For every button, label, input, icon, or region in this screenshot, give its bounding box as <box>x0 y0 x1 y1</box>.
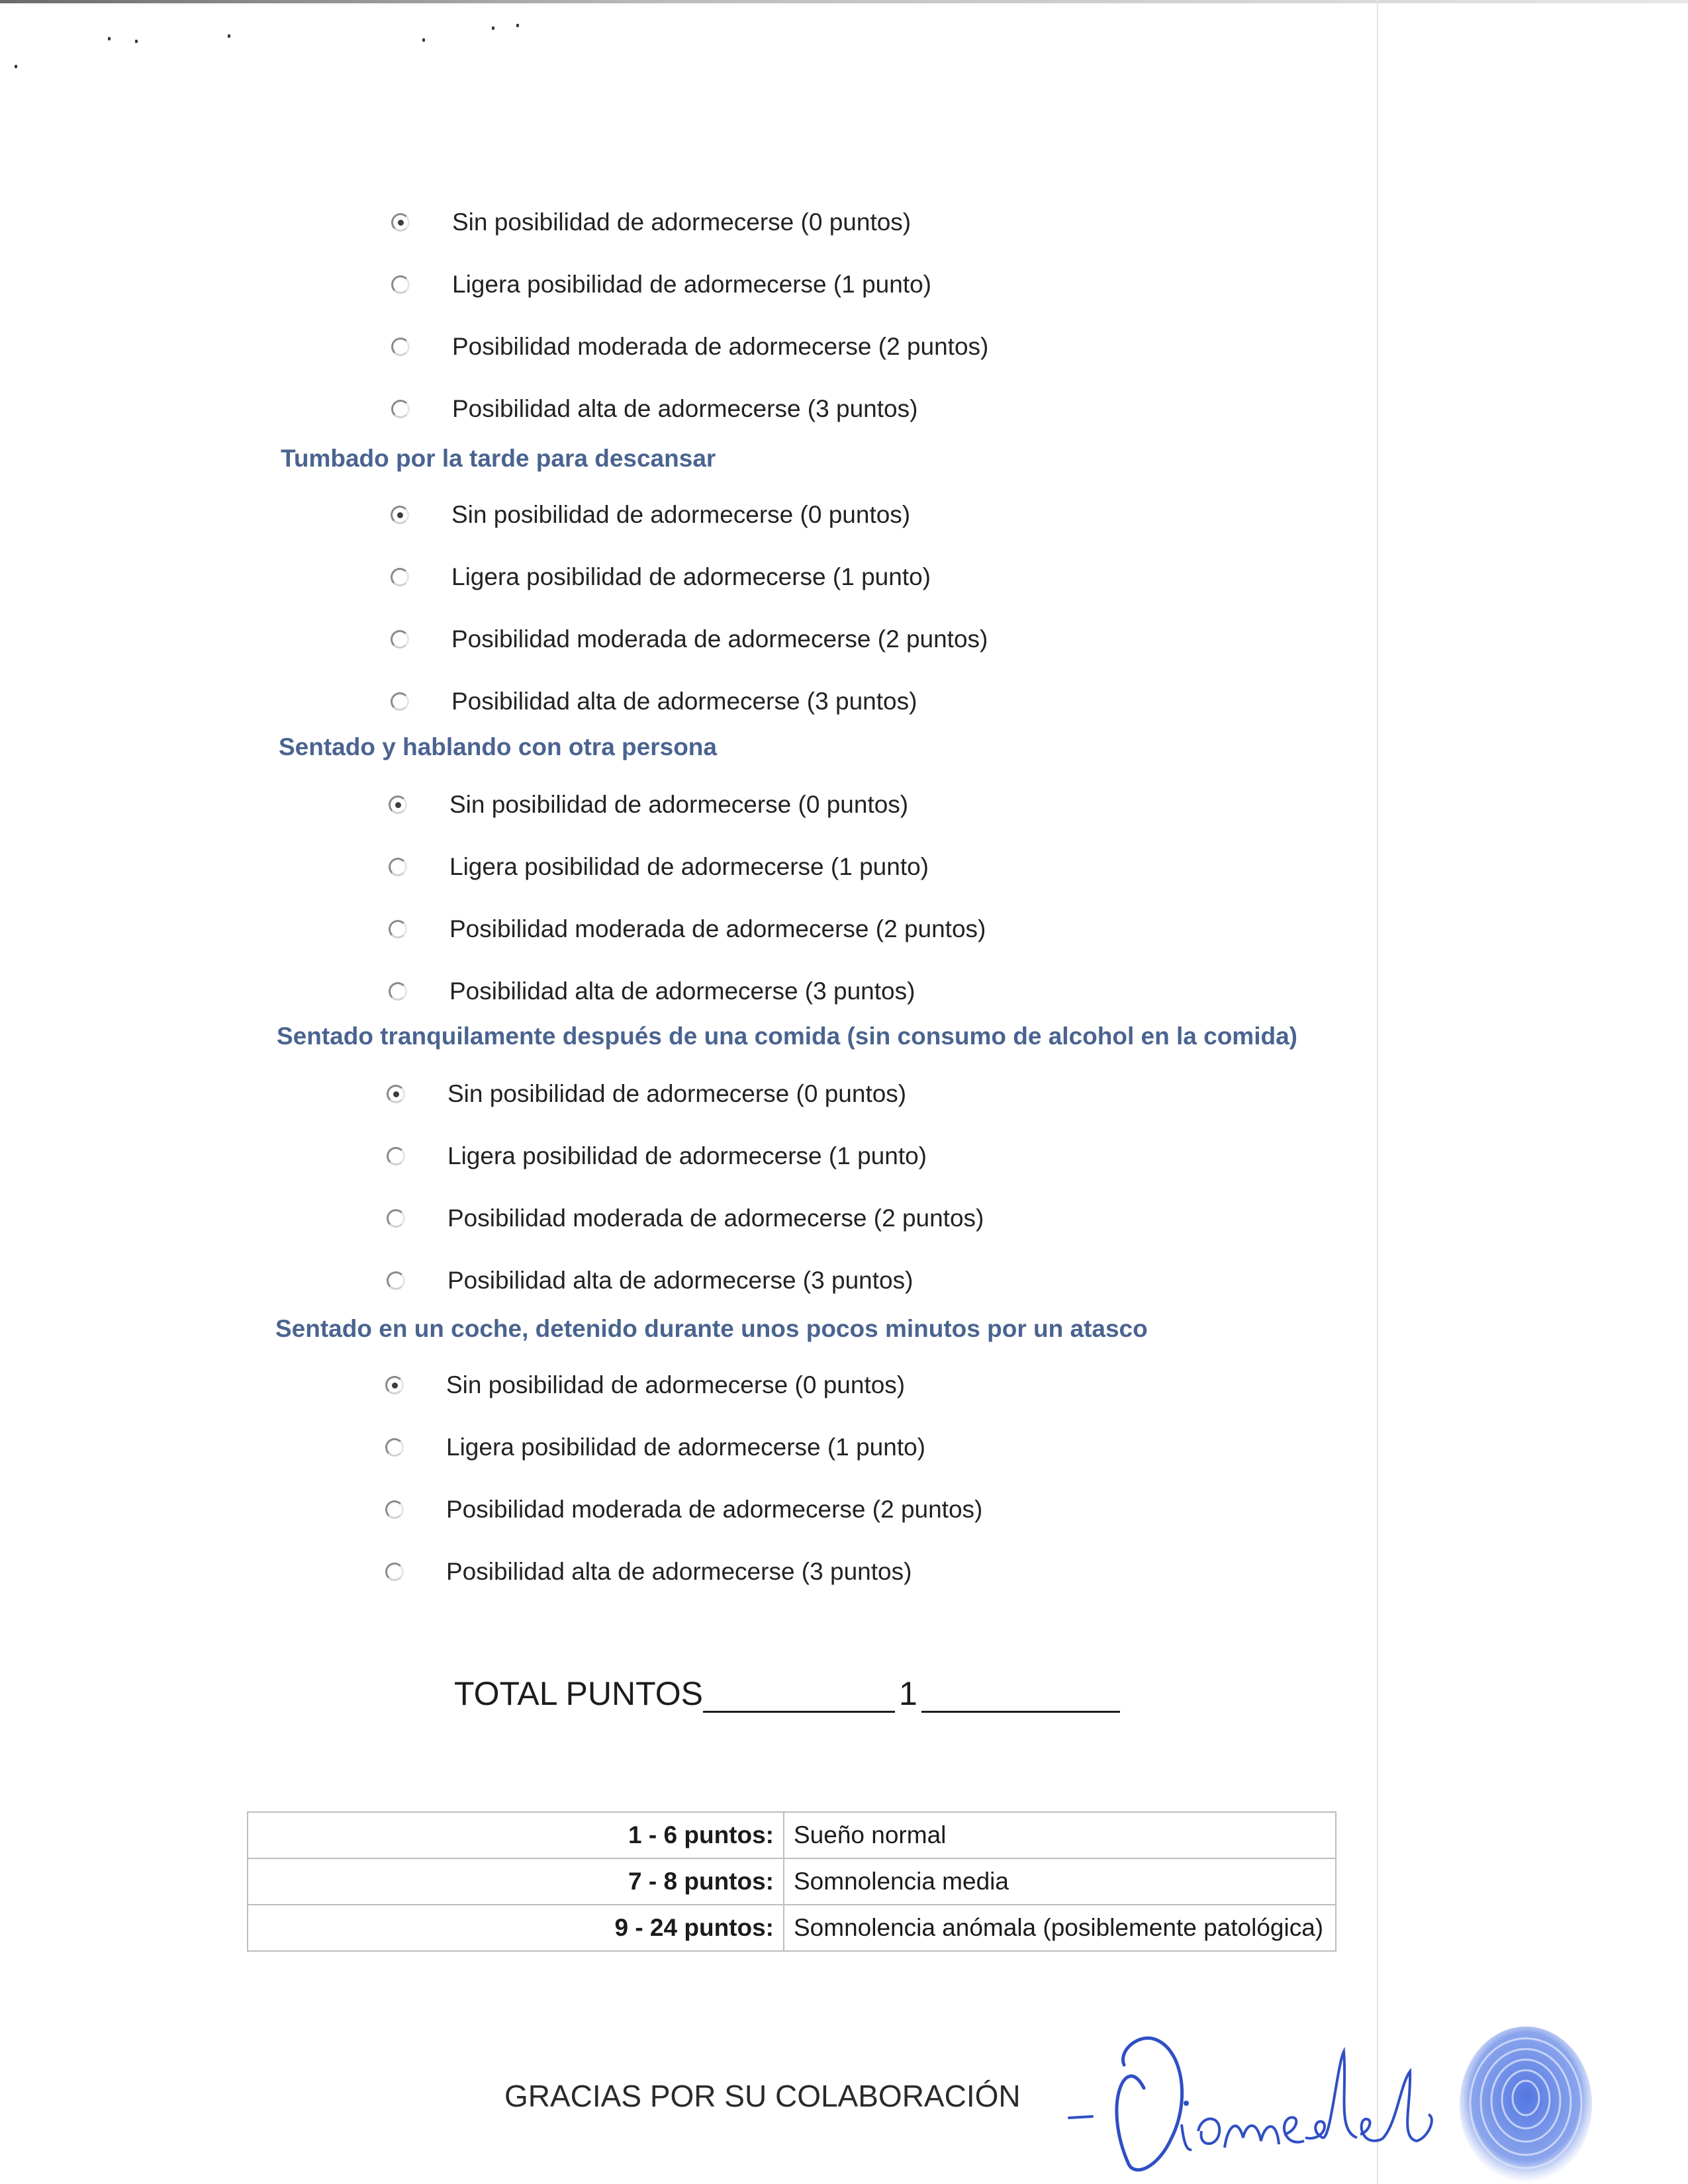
answer-option[interactable] <box>387 1136 927 1176</box>
answer-option-label: Sin posibilidad de adormecerse (0 puntos) <box>447 1080 907 1107</box>
scan-speck <box>135 40 138 43</box>
total-points-line <box>454 1674 1120 1713</box>
answer-option-label: Ligera posibilidad de adormecerse (1 punto) <box>451 563 931 590</box>
answer-option-label: Ligera posibilidad de adormecerse (1 punto) <box>449 853 929 880</box>
answer-option-label: Sin posibilidad de adormecerse (0 puntos) <box>449 791 909 818</box>
total-points-value[interactable]: 1 <box>899 1675 917 1712</box>
answer-option-label: Posibilidad alta de adormecerse (3 puntos) <box>451 688 917 715</box>
answer-option-label: Posibilidad alta de adormecerse (3 puntos) <box>449 978 915 1005</box>
answer-option[interactable] <box>391 389 917 429</box>
answer-option[interactable] <box>391 327 988 367</box>
answer-option[interactable] <box>391 619 988 659</box>
radio-unchecked-icon[interactable] <box>389 920 407 938</box>
answer-option-label: Ligera posibilidad de adormecerse (1 punto) <box>452 271 931 298</box>
handwritten-signature <box>1066 2025 1476 2184</box>
answer-option-label: Ligera posibilidad de adormecerse (1 punto) <box>446 1433 925 1461</box>
scan-top-edge <box>0 0 1688 3</box>
scan-speck <box>422 38 425 42</box>
radio-unchecked-icon[interactable] <box>391 400 410 418</box>
legend-range: 7 - 8 puntos: <box>248 1858 784 1905</box>
scan-right-edge <box>1377 0 1378 2184</box>
answer-option[interactable] <box>389 909 986 949</box>
answer-option[interactable] <box>391 203 911 242</box>
total-points-label: TOTAL PUNTOS <box>454 1675 704 1712</box>
legend-row <box>248 1905 1336 1951</box>
radio-checked-icon[interactable] <box>385 1376 404 1394</box>
legend-description: Somnolencia anómala (posiblemente patológica) <box>784 1905 1336 1951</box>
answer-option[interactable] <box>391 682 917 721</box>
answer-option[interactable] <box>389 847 929 887</box>
answer-option-label: Sin posibilidad de adormecerse (0 puntos) <box>446 1371 906 1398</box>
scan-speck <box>228 34 230 38</box>
answer-option[interactable] <box>389 972 915 1011</box>
legend-description: Sueño normal <box>784 1812 1336 1858</box>
answer-option[interactable] <box>387 1074 906 1114</box>
answer-option[interactable] <box>391 265 931 304</box>
legend-range: 1 - 6 puntos: <box>248 1812 784 1858</box>
fingerprint-mark <box>1443 2019 1609 2184</box>
answer-option-label: Posibilidad moderada de adormecerse (2 puntos) <box>452 333 989 360</box>
radio-unchecked-icon[interactable] <box>391 630 409 649</box>
question-heading: Sentado tranquilamente después de una comida (sin consumo de alcohol en la comida) <box>277 1023 1297 1050</box>
legend-row <box>248 1812 1336 1858</box>
radio-unchecked-icon[interactable] <box>389 858 407 876</box>
legend-range: 9 - 24 puntos: <box>248 1905 784 1951</box>
answer-option[interactable] <box>391 557 931 597</box>
answer-option-label: Posibilidad moderada de adormecerse (2 puntos) <box>449 915 986 942</box>
scan-speck <box>108 37 111 40</box>
question-heading: Sentado y hablando con otra persona <box>279 733 717 760</box>
radio-unchecked-icon[interactable] <box>391 275 410 294</box>
radio-checked-icon[interactable] <box>389 796 407 814</box>
radio-unchecked-icon[interactable] <box>385 1500 404 1519</box>
answer-option[interactable] <box>391 495 910 535</box>
answer-option-label: Posibilidad alta de adormecerse (3 puntos) <box>452 395 918 422</box>
radio-unchecked-icon[interactable] <box>387 1271 405 1290</box>
scan-speck <box>492 26 494 30</box>
legend-row <box>248 1858 1336 1905</box>
radio-unchecked-icon[interactable] <box>385 1563 404 1581</box>
radio-unchecked-icon[interactable] <box>387 1209 405 1228</box>
radio-unchecked-icon[interactable] <box>391 568 409 586</box>
radio-checked-icon[interactable] <box>387 1085 405 1103</box>
answer-option-label: Ligera posibilidad de adormecerse (1 punto) <box>447 1142 927 1169</box>
answer-option[interactable] <box>385 1365 905 1405</box>
total-blank-right <box>921 1678 1120 1713</box>
question-heading: Tumbado por la tarde para descansar <box>281 445 716 472</box>
scan-speck <box>15 65 17 68</box>
answer-option-label: Posibilidad alta de adormecerse (3 puntos) <box>447 1267 914 1294</box>
radio-unchecked-icon[interactable] <box>385 1438 404 1457</box>
answer-option[interactable] <box>385 1428 925 1467</box>
answer-option[interactable] <box>385 1490 982 1529</box>
answer-option-label: Sin posibilidad de adormecerse (0 puntos) <box>451 501 911 528</box>
answer-option-label: Posibilidad moderada de adormecerse (2 puntos) <box>447 1205 984 1232</box>
radio-unchecked-icon[interactable] <box>391 338 410 356</box>
radio-checked-icon[interactable] <box>391 506 409 524</box>
answer-option-label: Posibilidad moderada de adormecerse (2 puntos) <box>451 625 988 653</box>
answer-option[interactable] <box>387 1199 984 1238</box>
scan-speck <box>516 24 519 27</box>
answer-option-label: Sin posibilidad de adormecerse (0 puntos) <box>452 208 912 236</box>
legend-description: Somnolencia media <box>784 1858 1336 1905</box>
radio-unchecked-icon[interactable] <box>387 1147 405 1165</box>
radio-checked-icon[interactable] <box>391 213 410 232</box>
question-heading: Sentado en un coche, detenido durante unos pocos minutos por un atasco <box>275 1315 1148 1342</box>
answer-option[interactable] <box>389 785 908 825</box>
answer-option[interactable] <box>387 1261 913 1300</box>
thanks-message: GRACIAS POR SU COLABORACIÓN <box>504 2079 1021 2113</box>
radio-unchecked-icon[interactable] <box>389 982 407 1001</box>
total-blank-left <box>703 1678 895 1713</box>
score-legend-table <box>247 1811 1336 1952</box>
answer-option-label: Posibilidad moderada de adormecerse (2 puntos) <box>446 1496 983 1523</box>
answer-option-label: Posibilidad alta de adormecerse (3 puntos) <box>446 1558 912 1585</box>
answer-option[interactable] <box>385 1552 912 1592</box>
radio-unchecked-icon[interactable] <box>391 692 409 711</box>
